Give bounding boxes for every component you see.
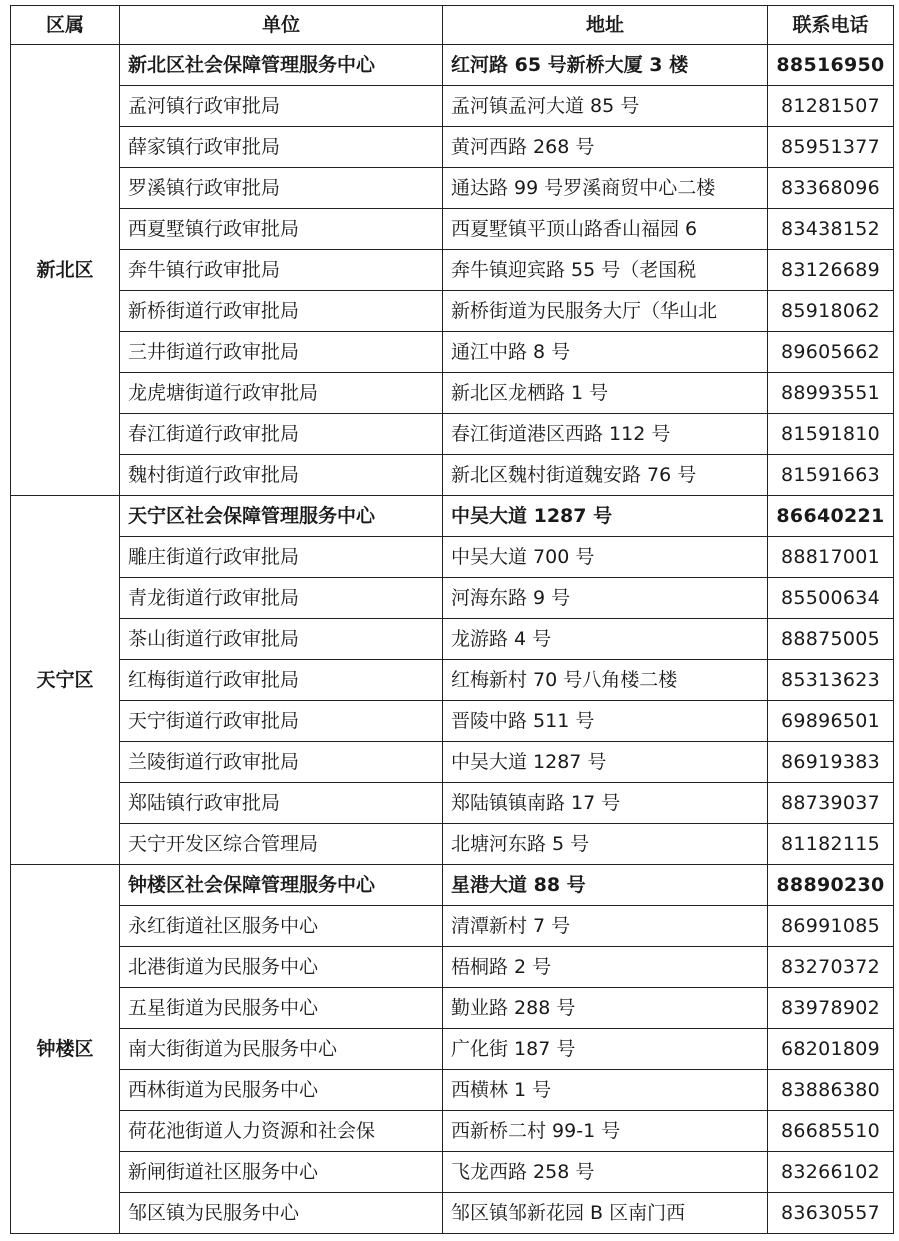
unit-cell: 五星街道为民服务中心 (120, 988, 443, 1029)
table-row (11, 701, 894, 742)
phone-cell: 83886380 (768, 1070, 894, 1111)
phone-cell: 83978902 (768, 988, 894, 1029)
unit-cell: 薛家镇行政审批局 (120, 127, 443, 168)
unit-cell: 春江街道行政审批局 (120, 414, 443, 455)
table-row (11, 537, 894, 578)
table-row (11, 824, 894, 865)
unit-cell: 郑陆镇行政审批局 (120, 783, 443, 824)
phone-cell: 88875005 (768, 619, 894, 660)
address-cell: 星港大道 88 号 (443, 865, 768, 906)
address-cell: 新北区魏村街道魏安路 76 号 (443, 455, 768, 496)
address-cell: 红河路 65 号新桥大厦 3 楼 (443, 45, 768, 86)
phone-cell: 83126689 (768, 250, 894, 291)
table-row (11, 742, 894, 783)
table-row (11, 906, 894, 947)
address-cell: 红梅新村 70 号八角楼二楼 (443, 660, 768, 701)
header-row (11, 6, 894, 45)
header-district: 区属 (11, 6, 120, 45)
address-cell: 黄河西路 268 号 (443, 127, 768, 168)
table-row (11, 988, 894, 1029)
table-row (11, 414, 894, 455)
table-row (11, 250, 894, 291)
unit-cell: 永红街道社区服务中心 (120, 906, 443, 947)
address-cell: 孟河镇孟河大道 85 号 (443, 86, 768, 127)
district-cell: 钟楼区 (11, 865, 120, 1234)
table-row (11, 86, 894, 127)
address-cell: 中吴大道 1287 号 (443, 742, 768, 783)
address-cell: 晋陵中路 511 号 (443, 701, 768, 742)
address-cell: 西夏墅镇平顶山路香山福园 6 (443, 209, 768, 250)
unit-cell: 孟河镇行政审批局 (120, 86, 443, 127)
unit-cell: 青龙街道行政审批局 (120, 578, 443, 619)
phone-cell: 81591810 (768, 414, 894, 455)
phone-cell: 81281507 (768, 86, 894, 127)
address-cell: 春江街道港区西路 112 号 (443, 414, 768, 455)
unit-cell: 红梅街道行政审批局 (120, 660, 443, 701)
unit-cell: 天宁开发区综合管理局 (120, 824, 443, 865)
table-row (11, 168, 894, 209)
unit-cell: 新北区社会保障管理服务中心 (120, 45, 443, 86)
table-row (11, 127, 894, 168)
phone-cell: 81182115 (768, 824, 894, 865)
address-cell: 新北区龙栖路 1 号 (443, 373, 768, 414)
phone-cell: 83438152 (768, 209, 894, 250)
phone-cell: 83368096 (768, 168, 894, 209)
phone-cell: 69896501 (768, 701, 894, 742)
unit-cell: 南大街街道为民服务中心 (120, 1029, 443, 1070)
address-cell: 西新桥二村 99-1 号 (443, 1111, 768, 1152)
table-row (11, 291, 894, 332)
unit-cell: 荷花池街道人力资源和社会保 (120, 1111, 443, 1152)
address-cell: 龙游路 4 号 (443, 619, 768, 660)
table-row (11, 373, 894, 414)
phone-cell: 86640221 (768, 496, 894, 537)
unit-cell: 天宁区社会保障管理服务中心 (120, 496, 443, 537)
unit-cell: 兰陵街道行政审批局 (120, 742, 443, 783)
unit-cell: 北港街道为民服务中心 (120, 947, 443, 988)
phone-cell: 88817001 (768, 537, 894, 578)
phone-cell: 85951377 (768, 127, 894, 168)
table-row (11, 578, 894, 619)
unit-cell: 三井街道行政审批局 (120, 332, 443, 373)
address-cell: 中吴大道 700 号 (443, 537, 768, 578)
phone-cell: 83270372 (768, 947, 894, 988)
table-row (11, 660, 894, 701)
table-row (11, 865, 894, 906)
phone-cell: 83630557 (768, 1193, 894, 1234)
table-row (11, 619, 894, 660)
table-row (11, 1152, 894, 1193)
address-cell: 新桥街道为民服务大厅（华山北 (443, 291, 768, 332)
unit-cell: 天宁街道行政审批局 (120, 701, 443, 742)
phone-cell: 88890230 (768, 865, 894, 906)
unit-cell: 新闸街道社区服务中心 (120, 1152, 443, 1193)
table-row (11, 496, 894, 537)
address-cell: 通达路 99 号罗溪商贸中心二楼 (443, 168, 768, 209)
unit-cell: 新桥街道行政审批局 (120, 291, 443, 332)
unit-cell: 邹区镇为民服务中心 (120, 1193, 443, 1234)
table-row (11, 332, 894, 373)
unit-cell: 罗溪镇行政审批局 (120, 168, 443, 209)
header-unit: 单位 (120, 6, 443, 45)
table-row (11, 783, 894, 824)
district-cell: 新北区 (11, 45, 120, 496)
phone-cell: 86991085 (768, 906, 894, 947)
header-address: 地址 (443, 6, 768, 45)
address-cell: 中吴大道 1287 号 (443, 496, 768, 537)
phone-cell: 85500634 (768, 578, 894, 619)
unit-cell: 龙虎塘街道行政审批局 (120, 373, 443, 414)
address-cell: 河海东路 9 号 (443, 578, 768, 619)
address-cell: 清潭新村 7 号 (443, 906, 768, 947)
table-row (11, 209, 894, 250)
unit-cell: 魏村街道行政审批局 (120, 455, 443, 496)
unit-cell: 钟楼区社会保障管理服务中心 (120, 865, 443, 906)
unit-cell: 奔牛镇行政审批局 (120, 250, 443, 291)
phone-cell: 85313623 (768, 660, 894, 701)
unit-cell: 西夏墅镇行政审批局 (120, 209, 443, 250)
phone-cell: 81591663 (768, 455, 894, 496)
address-cell: 广化街 187 号 (443, 1029, 768, 1070)
address-cell: 郑陆镇镇南路 17 号 (443, 783, 768, 824)
table-row (11, 1193, 894, 1234)
address-cell: 奔牛镇迎宾路 55 号（老国税 (443, 250, 768, 291)
table-row (11, 1111, 894, 1152)
unit-cell: 茶山街道行政审批局 (120, 619, 443, 660)
address-cell: 飞龙西路 258 号 (443, 1152, 768, 1193)
phone-cell: 88739037 (768, 783, 894, 824)
table-body (11, 45, 894, 1234)
table-row (11, 1029, 894, 1070)
table-row (11, 1070, 894, 1111)
address-cell: 勤业路 288 号 (443, 988, 768, 1029)
phone-cell: 88516950 (768, 45, 894, 86)
address-cell: 通江中路 8 号 (443, 332, 768, 373)
table-row (11, 455, 894, 496)
phone-cell: 86685510 (768, 1111, 894, 1152)
district-cell: 天宁区 (11, 496, 120, 865)
phone-cell: 89605662 (768, 332, 894, 373)
phone-cell: 68201809 (768, 1029, 894, 1070)
phone-cell: 88993551 (768, 373, 894, 414)
table-row (11, 45, 894, 86)
unit-cell: 雕庄街道行政审批局 (120, 537, 443, 578)
phone-cell: 83266102 (768, 1152, 894, 1193)
address-cell: 北塘河东路 5 号 (443, 824, 768, 865)
address-cell: 邹区镇邹新花园 B 区南门西 (443, 1193, 768, 1234)
header-phone: 联系电话 (768, 6, 894, 45)
phone-cell: 85918062 (768, 291, 894, 332)
address-cell: 西横林 1 号 (443, 1070, 768, 1111)
table-row (11, 947, 894, 988)
address-cell: 梧桐路 2 号 (443, 947, 768, 988)
contact-table (10, 5, 894, 1234)
unit-cell: 西林街道为民服务中心 (120, 1070, 443, 1111)
phone-cell: 86919383 (768, 742, 894, 783)
